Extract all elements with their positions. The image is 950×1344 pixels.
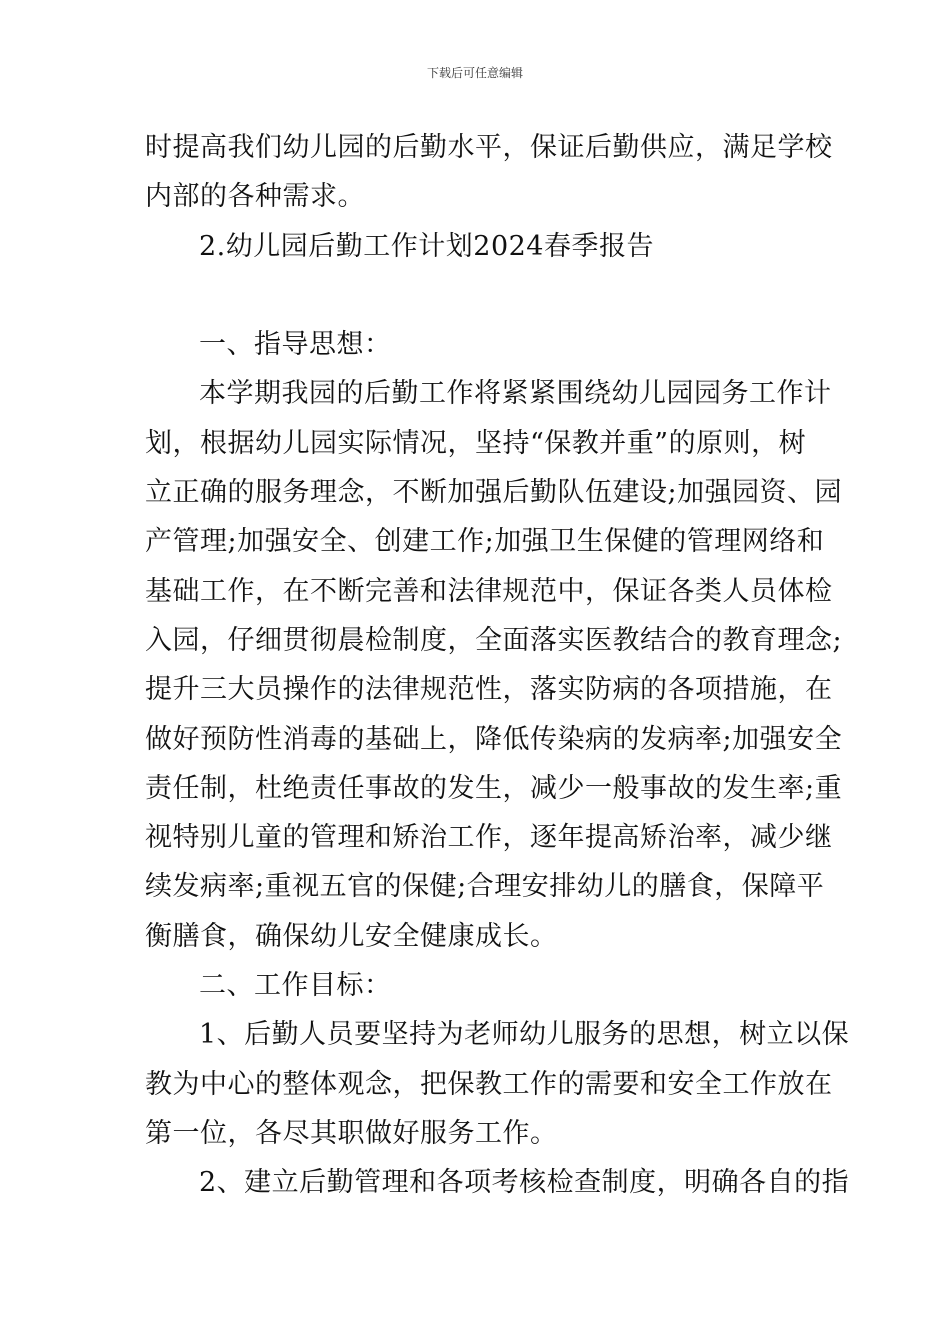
body-line: 2、建立后勤管理和各项考核检查制度，明确各自的指 [199, 1167, 850, 1199]
body-line: 入园，仔细贯彻晨检制度，全面落实医教结合的教育理念; [145, 624, 843, 656]
body-line: 教为中心的整体观念，把保教工作的需要和安全工作放在 [145, 1068, 833, 1100]
body-line: 责任制，杜绝责任事故的发生，减少一般事故的发生率;重 [145, 772, 843, 804]
body-line: 提升三大员操作的法律规范性，落实防病的各项措施，在 [145, 674, 833, 706]
body-line: 内部的各种需求。 [145, 181, 365, 213]
body-line: 做好预防性消毒的基础上，降低传染病的发病率;加强安全 [145, 723, 843, 755]
heading-work-goals: 二、工作目标： [199, 970, 392, 1002]
body-line: 基础工作，在不断完善和法律规范中，保证各类人员体检 [145, 575, 833, 607]
page-header: 下载后可任意编辑 [426, 66, 523, 80]
heading-guiding-ideology: 一、指导思想： [199, 329, 392, 361]
section-title: 2.幼儿园后勤工作计划2024春季报告 [199, 230, 654, 262]
body-line: 划，根据幼儿园实际情况，坚持“保教并重”的原则，树 [145, 427, 807, 459]
body-line: 立正确的服务理念，不断加强后勤队伍建设;加强园资、园 [145, 477, 843, 509]
body-line: 第一位，各尽其职做好服务工作。 [145, 1117, 558, 1149]
body-line: 时提高我们幼儿园的后勤水平，保证后勤供应，满足学校 [145, 132, 833, 163]
document-body [145, 123, 850, 1208]
body-line: 产管理;加强安全、创建工作;加强卫生保健的管理网络和 [145, 526, 825, 558]
blank-line [145, 271, 810, 320]
body-line: 本学期我园的后勤工作将紧紧围绕幼儿园园务工作计 [199, 378, 832, 410]
body-line: 衡膳食，确保幼儿安全健康成长。 [145, 920, 558, 952]
body-line: 续发病率;重视五官的保健;合理安排幼儿的膳食，保障平 [145, 871, 825, 903]
body-line: 视特别儿童的管理和矫治工作，逐年提高矫治率，减少继 [145, 822, 833, 854]
body-line: 1、后勤人员要坚持为老师幼儿服务的思想，树立以保 [199, 1019, 850, 1051]
